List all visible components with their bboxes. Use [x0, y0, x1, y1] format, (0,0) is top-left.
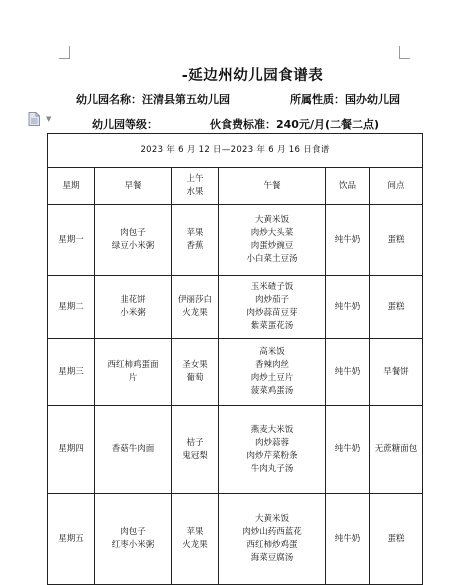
date-range: 2023 年 6 月 12 日—2023 年 6 月 16 日食谱	[48, 134, 423, 168]
drink-cell: 纯牛奶	[326, 205, 370, 276]
breakfast-cell	[95, 205, 172, 276]
menu-item: 红枣小米粥	[111, 540, 155, 550]
menu-item: 西红柿鸡蛋面	[107, 360, 159, 370]
menu-item: 肉炒山药西蓝花	[242, 527, 302, 537]
menu-item: 肉炒蒜蓉	[254, 437, 289, 448]
menu-item: 伊丽莎白	[177, 295, 212, 305]
lunch-cell	[219, 205, 326, 276]
menu-item: 韭花饼	[120, 295, 146, 305]
header-breakfast: 早餐	[95, 168, 172, 205]
breakfast-cell	[95, 494, 172, 585]
menu-item: 玉米碴子饭	[250, 282, 294, 292]
page-corner-marker-right	[399, 46, 410, 59]
drink-cell: 纯牛奶	[326, 339, 370, 406]
header-fruit-line: 水果	[186, 187, 204, 197]
menu-item: 海菜豆腐汤	[250, 553, 294, 563]
document-icon[interactable]	[28, 112, 40, 126]
day-cell: 星期三	[48, 339, 95, 406]
menu-item: 苹果	[186, 228, 204, 238]
document-title: -延边州幼儿园食谱表	[181, 68, 324, 84]
snack-cell: 早餐饼	[370, 339, 423, 406]
menu-item: 肉包子	[120, 527, 146, 537]
menu-item: 大黄米饭	[254, 215, 289, 225]
menu-item: 燕麦大米饭	[250, 424, 294, 435]
menu-item: 肉包子	[120, 228, 146, 238]
header-row	[48, 168, 423, 205]
menu-item: 西红柿炒鸡蛋	[246, 540, 298, 550]
caret-down-icon[interactable]: ▼	[46, 115, 52, 123]
level-line	[92, 116, 158, 132]
lunch-cell	[219, 406, 326, 494]
date-range-row	[48, 134, 423, 168]
table-row	[48, 406, 423, 494]
header-snack: 间点	[370, 168, 423, 205]
kindergarten-name-label: 幼儿园名称：	[76, 93, 142, 106]
day-cell: 星期五	[48, 494, 95, 585]
fruit-cell	[172, 276, 219, 339]
header-lunch: 午餐	[219, 168, 326, 205]
snack-cell: 蛋糕	[370, 205, 423, 276]
menu-item: 桔子	[186, 437, 204, 448]
menu-item: 菠菜鸡蛋汤	[250, 386, 294, 396]
kindergarten-name-line	[76, 91, 230, 107]
meal-standard-label: 伙食费标准：	[210, 118, 276, 131]
menu-table	[47, 133, 423, 585]
header-day: 星期	[48, 168, 95, 205]
fruit-cell	[172, 494, 219, 585]
fruit-cell	[172, 205, 219, 276]
menu-item: 肉炒蒜苗豆芽	[246, 308, 298, 318]
kindergarten-name: 汪清县第五幼儿园	[142, 93, 230, 106]
ownership-value: 国办幼儿园	[345, 93, 400, 106]
day-cell: 星期二	[48, 276, 95, 339]
header-fruit	[172, 168, 219, 205]
menu-item: 香菇牛肉面	[111, 444, 155, 454]
menu-item: 香蕉	[186, 241, 204, 251]
menu-item: 肉炒土豆片	[250, 373, 294, 383]
drink-cell: 纯牛奶	[326, 276, 370, 339]
menu-item: 紫菜蛋花汤	[250, 321, 294, 331]
menu-item: 苹果	[186, 527, 204, 537]
ownership-label: 所属性质：	[290, 93, 345, 106]
menu-item: 肉炒芹菜粉条	[246, 450, 298, 461]
fruit-cell	[172, 339, 219, 406]
header-drink: 饮品	[326, 168, 370, 205]
meal-standard-value: 240元/月(二餐二点)	[276, 118, 380, 131]
drink-cell: 纯牛奶	[326, 494, 370, 585]
ownership-line	[290, 91, 400, 107]
menu-item: 大黄米饭	[254, 514, 289, 524]
breakfast-cell	[95, 339, 172, 406]
snack-cell: 蛋糕	[370, 276, 423, 339]
menu-item: 牛肉丸子汤	[250, 463, 294, 474]
menu-item: 高米饭	[259, 347, 285, 357]
snack-cell: 蛋糕	[370, 494, 423, 585]
menu-item: 小白菜土豆汤	[246, 254, 298, 264]
menu-item: 火龙果	[182, 308, 208, 318]
menu-item: 肉蛋炒豌豆	[250, 241, 294, 251]
breakfast-cell	[95, 276, 172, 339]
day-cell: 星期四	[48, 406, 95, 494]
menu-item: 香辣肉丝	[254, 360, 289, 370]
breakfast-cell	[95, 406, 172, 494]
menu-item: 片	[128, 373, 138, 383]
menu-item: 肉炒大头菜	[250, 228, 294, 238]
menu-item: 绿豆小米粥	[111, 241, 155, 251]
meal-standard-line	[210, 116, 379, 132]
page-corner-marker-left	[59, 46, 70, 59]
table-row	[48, 205, 423, 276]
menu-item: 肉炒茄子	[254, 295, 289, 305]
snack-cell: 无蔗糖面包	[370, 406, 423, 494]
table-row	[48, 276, 423, 339]
lunch-cell	[219, 494, 326, 585]
fruit-cell	[172, 406, 219, 494]
menu-item: 小米粥	[120, 308, 146, 318]
drink-cell: 纯牛奶	[326, 406, 370, 494]
level-label: 幼儿园等级：	[92, 118, 158, 131]
day-cell: 星期一	[48, 205, 95, 276]
table-row	[48, 339, 423, 406]
menu-item: 圣女果	[182, 360, 208, 370]
table-row	[48, 494, 423, 585]
menu-item: 鬼冠梨	[182, 450, 208, 461]
lunch-cell	[219, 276, 326, 339]
header-fruit-line: 上午	[186, 174, 204, 184]
menu-item: 火龙果	[182, 540, 208, 550]
lunch-cell	[219, 339, 326, 406]
menu-item: 葡萄	[186, 373, 204, 383]
